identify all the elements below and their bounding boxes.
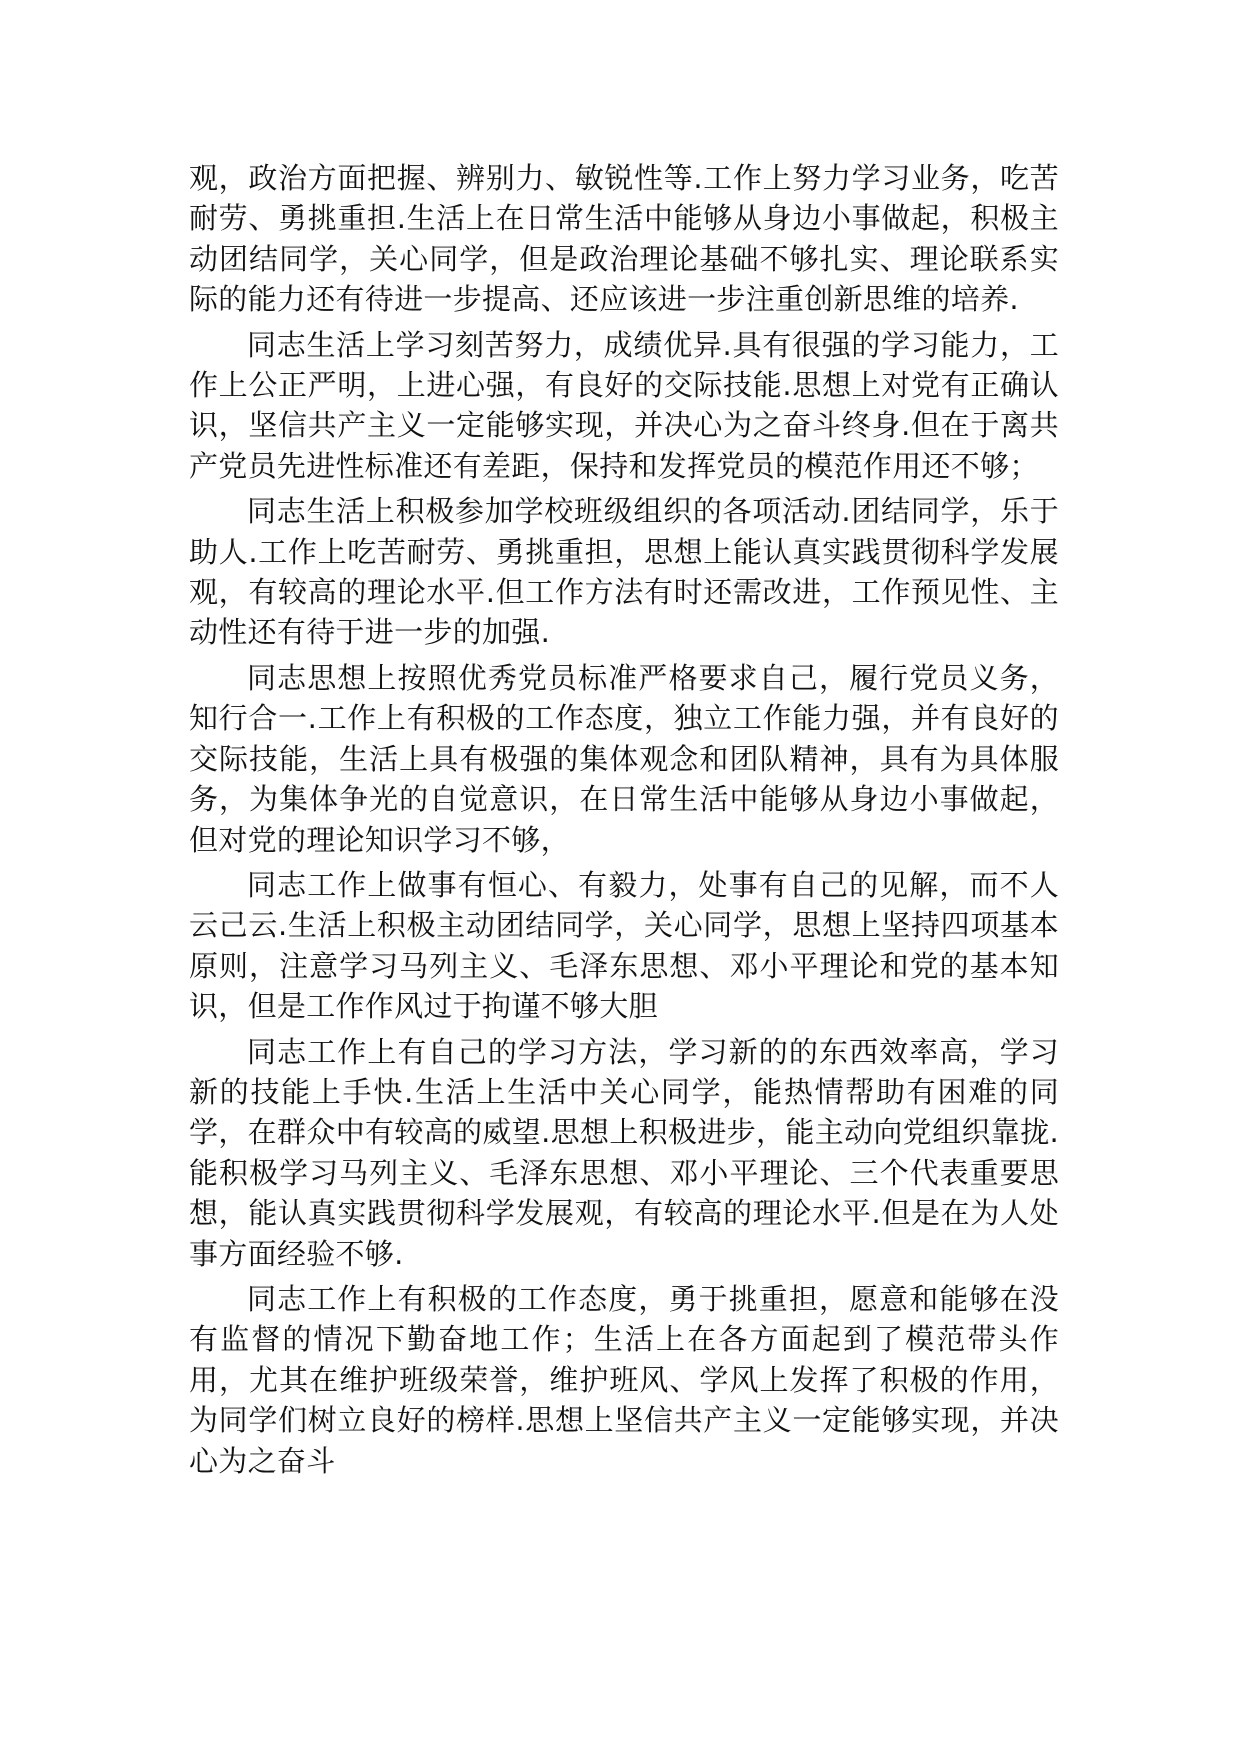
paragraph-1: 观，政治方面把握、辨别力、敏锐性等.工作上努力学习业务，吃苦耐劳、勇挑重担.生活上在日常生活中能够从身边小事做起，积极主动团结同学，关心同学，但是政治理论基础不够扎实、理论联系实际的能力还有待进一步提高、还应该进一步注重创新思维的培养. [189,161,1059,317]
paragraph-3: 同志生活上积极参加学校班级组织的各项活动.团结同学，乐于助人.工作上吃苦耐劳、勇挑重担，思想上能认真实践贯彻科学发展观，有较高的理论水平.但工作方法有时还需改进，工作预见性、主动性还有待于进一步的加强. [189,494,1059,650]
paragraph-4: 同志思想上按照优秀党员标准严格要求自己，履行党员义务，知行合一.工作上有积极的工作态度，独立工作能力强，并有良好的交际技能，生活上具有极强的集体观念和团队精神，具有为具体服务，为集体争光的自觉意识，在日常生活中能够从身边小事做起，但对党的理论知识学习不够， [189,660,1059,857]
paragraph-7: 同志工作上有积极的工作态度，勇于挑重担，愿意和能够在没有监督的情况下勤奋地工作；生活上在各方面起到了模范带头作用，尤其在维护班级荣誉，维护班风、学风上发挥了积极的作用，为同学们树立良好的榜样.思想上坚信共产主义一定能够实现，并决心为之奋斗 [189,1281,1059,1478]
paragraph-2: 同志生活上学习刻苦努力，成绩优异.具有很强的学习能力，工作上公正严明，上进心强，有良好的交际技能.思想上对党有正确认识，坚信共产主义一定能够实现，并决心为之奋斗终身.但在于离共产党员先进性标准还有差距，保持和发挥党员的模范作用还不够； [189,327,1059,483]
paragraph-5: 同志工作上做事有恒心、有毅力，处事有自己的见解，而不人云己云.生活上积极主动团结同学，关心同学，思想上坚持四项基本原则，注意学习马列主义、毛泽东思想、邓小平理论和党的基本知识，但是工作作风过于拘谨不够大胆 [189,867,1059,1024]
document-page [189,158,1059,1486]
paragraph-6: 同志工作上有自己的学习方法，学习新的的东西效率高，学习新的技能上手快.生活上生活中关心同学，能热情帮助有困难的同学，在群众中有较高的威望.思想上积极进步，能主动向党组织靠拢.能积极学习马列主义、毛泽东思想、邓小平理论、三个代表重要思想，能认真实践贯彻科学发展观，有较高的理论水平.但是在为人处事方面经验不够. [189,1034,1059,1271]
